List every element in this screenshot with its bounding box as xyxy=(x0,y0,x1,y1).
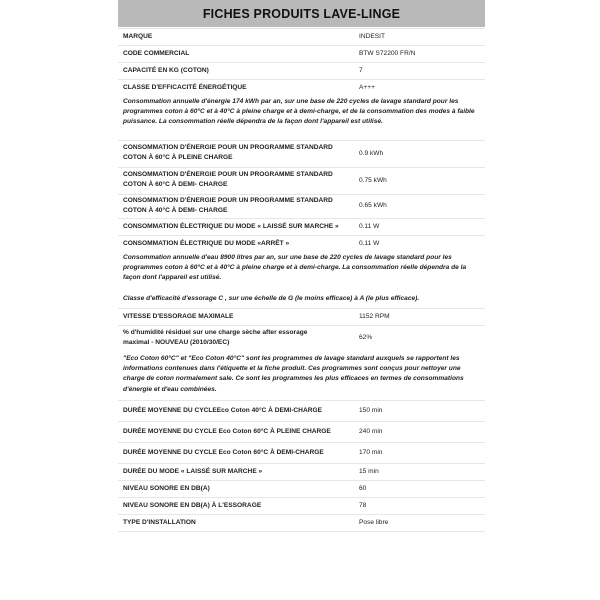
table-bottom-rule xyxy=(118,531,485,532)
spec-value: 78 xyxy=(359,502,367,509)
spec-value: 240 min xyxy=(359,428,383,435)
spec-row-energy-60-half xyxy=(118,167,485,195)
spec-label-line2: maximal - NOUVEAU (2010/30/EC) xyxy=(123,339,230,346)
spec-value: 0.11 W xyxy=(359,240,380,247)
spec-value: BTW S72200 FR/N xyxy=(359,50,416,57)
spec-value: 0.75 kWh xyxy=(359,177,387,184)
spec-label-line1: CONSOMMATION D'ÉNERGIE POUR UN PROGRAMME STANDARD xyxy=(123,171,333,178)
spec-label: DURÉE MOYENNE DU CYCLE Eco Coton 60°C À PLEINE CHARGE xyxy=(123,428,331,435)
spec-value: 0.11 W xyxy=(359,223,380,230)
spec-row-capacity xyxy=(118,62,485,80)
spec-row-energy-class xyxy=(118,79,485,97)
spec-value: 0.65 kWh xyxy=(359,202,387,209)
spec-label-line1: CONSOMMATION D'ÉNERGIE POUR UN PROGRAMME STANDARD xyxy=(123,197,333,204)
spec-row-noise xyxy=(118,480,485,498)
page-title: FICHES PRODUITS LAVE-LINGE xyxy=(202,6,401,21)
spec-value: INDESIT xyxy=(359,33,386,40)
spec-row-commercial-code xyxy=(118,45,485,63)
spec-label-line2: COTON À 60°C À PLEINE CHARGE xyxy=(123,154,233,161)
spec-label: MARQUE xyxy=(123,33,153,40)
spec-label-line2: COTON À 60°C À DEMI- CHARGE xyxy=(123,181,228,188)
spec-label: NIVEAU SONORE EN DB(A) À L'ESSORAGE xyxy=(123,502,262,509)
spec-value: 0.9 kWh xyxy=(359,150,384,157)
spec-value: 170 min xyxy=(359,449,383,456)
spec-row-brand xyxy=(118,28,485,46)
spec-value: 60 xyxy=(359,485,367,492)
spec-row-noise-spin xyxy=(118,497,485,515)
spec-label: CONSOMMATION ÉLECTRIQUE DU MODE «ARRÊT » xyxy=(123,240,290,247)
spec-label: CODE COMMERCIAL xyxy=(123,50,190,57)
spec-value: Pose libre xyxy=(359,519,389,526)
spec-value: 15 min xyxy=(359,468,379,475)
spec-value: 7 xyxy=(359,67,363,74)
spec-value: 62% xyxy=(359,334,373,341)
title-bar xyxy=(118,0,485,27)
spec-label: DURÉE MOYENNE DU CYCLEEco Coton 40°C À DEMI-CHARGE xyxy=(123,407,322,414)
spec-label-line1: % d'humidité résiduel sur une charge sèche after essorage xyxy=(123,329,308,336)
spec-row-max-spin xyxy=(118,308,485,326)
spec-row-energy-40-half xyxy=(118,194,485,219)
spec-row-duration-60-full xyxy=(118,421,485,443)
spec-value: 1152 RPM xyxy=(359,313,390,320)
spec-row-duration-40-half xyxy=(118,400,485,422)
spec-row-installation xyxy=(118,514,485,532)
spec-label-line2: COTON À 40°C À DEMI- CHARGE xyxy=(123,207,228,214)
spec-label: VITESSE D'ESSORAGE MAXIMALE xyxy=(123,313,234,320)
spec-label: CONSOMMATION ÉLECTRIQUE DU MODE « LAISSÉ SUR MARCHE » xyxy=(123,223,339,230)
product-sheet xyxy=(118,0,485,600)
spec-label: NIVEAU SONORE EN DB(A) xyxy=(123,485,210,492)
spec-value: A+++ xyxy=(359,84,375,91)
programs-note: "Eco Coton 60°C" et "Eco Coton 40°C" sont les programmes de lavage standard auxquels se rapportent les informations contenues dans l'étiquette et la fiche produit. Ces programmes sont conçus pour nettoyer une charge de coton normalement sale. Ce sont les programmes les plus efficaces en termes de consommations d'énergie et d'eau combinées. xyxy=(123,355,464,393)
water-note: Consommation annuelle d'eau 8900 litres par an, sur une base de 220 cycles de lavage standard pour les programmes coton à 60°C et à 40°C à pleine charge et à demi-charge. La consommation réelle dépendra de la façon dont l'appareil est utilisé. xyxy=(123,254,467,282)
energy-note: Consommation annuelle d'énergie 174 kWh par an, sur une base de 220 cycles de lavage standard pour les programmes coton à 60°C et à 40°C à pleine charge et à demi-charge, et de la consommation des modes à faible puissance. La consommation réelle dépendra de la façon dont l'appareil est utilisé. xyxy=(123,98,475,126)
spec-label: TYPE D'INSTALLATION xyxy=(123,519,196,526)
spec-row-left-on-power xyxy=(118,218,485,236)
spec-row-off-power xyxy=(118,235,485,253)
spec-row-left-on-duration xyxy=(118,463,485,481)
spec-label: DURÉE MOYENNE DU CYCLE Eco Coton 60°C À DEMI-CHARGE xyxy=(123,449,324,456)
spec-row-residual-humidity xyxy=(118,325,485,352)
spec-label: CLASSE D'EFFICACITÉ ÉNERGÉTIQUE xyxy=(123,84,247,91)
spin-class-note: Classe d'efficacité d'essorage C , sur une échelle de G (le moins efficace) à A (le plus efficace). xyxy=(123,295,420,302)
spec-row-energy-60-full xyxy=(118,140,485,168)
spec-label-line1: CONSOMMATION D'ÉNERGIE POUR UN PROGRAMME STANDARD xyxy=(123,144,333,151)
spec-value: 150 min xyxy=(359,407,383,414)
spec-row-duration-60-half xyxy=(118,442,485,464)
spec-label: DURÉE DU MODE « LAISSÉ SUR MARCHE » xyxy=(123,468,263,475)
spec-label: CAPACITÉ EN KG (COTON) xyxy=(123,67,209,74)
